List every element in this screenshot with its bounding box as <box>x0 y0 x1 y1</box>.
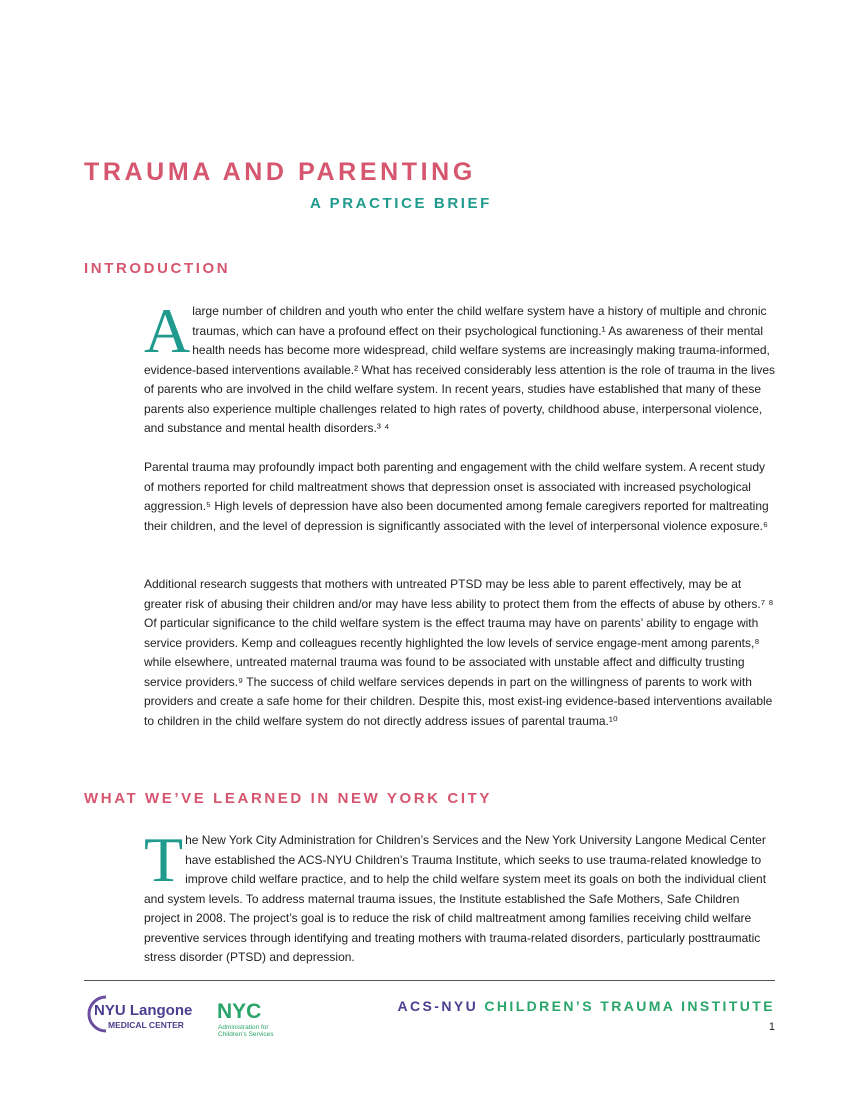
paragraph-text: he New York City Administration for Children’s Services and the New York University Langone Medical Center have established the ACS-NYU Children’s Trauma Institute, which seeks to use trauma-related knowledge to improve child welfare practice, and to help the child welfare system meet its goals on both the individual client and system levels. To address maternal trauma issues, the Institute established the Safe Mothers, Safe Children project in 2008. The project’s goal is to reduce the risk of child maltreatment among families receiving child welfare preventive services through identifying and treating mothers with trauma-related disorders, particularly posttraumatic stress disorder (PTSD) and depression. <box>144 833 767 964</box>
nyc-logo-sub-1: Administration for <box>218 1024 269 1031</box>
org-name-part-2: CHILDREN’S TRAUMA INSTITUTE <box>484 998 775 1014</box>
document-title: TRAUMA AND PARENTING <box>84 158 476 186</box>
nyc-acs-logo <box>216 999 286 1039</box>
page-number: 1 <box>768 1021 775 1033</box>
footer-rule <box>84 980 775 981</box>
paragraph-text: large number of children and youth who enter the child welfare system have a history of multiple and chronic traumas, which can have a profound effect on their psychological functioning.¹ As awareness of their mental health needs has become more widespread, child welfare systems are increasingly making trauma-informed, evidence-based interventions available.² What has received considerably less attention is the role of trauma in the lives of parents who are involved in the child welfare system. In recent years, studies have established that many of these parents also experience multiple challenges related to high rates of poverty, childhood abuse, interpersonal violence, and substance and mental health disorders.³ ⁴ <box>144 304 776 435</box>
nyu-logo-name: NYU Langone <box>94 1002 193 1019</box>
footer-organization <box>398 998 776 1014</box>
learned-paragraph-1 <box>144 824 775 968</box>
learned-heading: WHAT WE’VE LEARNED IN NEW YORK CITY <box>84 790 492 807</box>
document-subtitle: A PRACTICE BRIEF <box>310 195 492 212</box>
intro-paragraph-3: Additional research suggests that mothers with untreated PTSD may be less able to parent effectively, may be at greater risk of abusing their children and/or may have less ability to protect them from the effects of abuse by others.⁷ ⁸ Of particular significance to the child welfare system is the effect trauma may have on parents’ ability to engage with service providers. Kemp and colleagues recently highlighted the low levels of service engage-ment among parents,⁸ while elsewhere, untreated maternal trauma was found to be associated with unstable affect and difficulty trusting service providers.⁹ The success of child welfare services depends in part on the willingness of parents to work with providers and create a safe home for their children. Despite this, most exist-ing evidence-based interventions available to children in the child welfare system do not directly address issues of parental trauma.¹⁰ <box>144 577 774 728</box>
nyc-logo-sub-2: Children’s Services <box>218 1031 274 1038</box>
drop-cap: A <box>144 295 191 366</box>
nyu-langone-logo <box>86 993 196 1035</box>
intro-paragraph-1 <box>144 295 776 439</box>
nyc-logo-name: NYC <box>217 1000 262 1023</box>
intro-heading: INTRODUCTION <box>84 260 231 277</box>
nyu-logo-sub: MEDICAL CENTER <box>108 1020 184 1030</box>
org-name-part-1: ACS-NYU <box>397 998 479 1014</box>
intro-paragraph-2: Parental trauma may profoundly impact both parenting and engagement with the child welfare system. A recent study of mothers reported for child maltreatment shows that depression onset is associated with increased psychological aggression.⁵ High levels of depression have also been documented among female caregivers reported for maltreating their children, and the level of depression is significantly associated with the level of interpersonal violence exposure.⁶ <box>144 460 769 533</box>
drop-cap: T <box>144 824 184 895</box>
